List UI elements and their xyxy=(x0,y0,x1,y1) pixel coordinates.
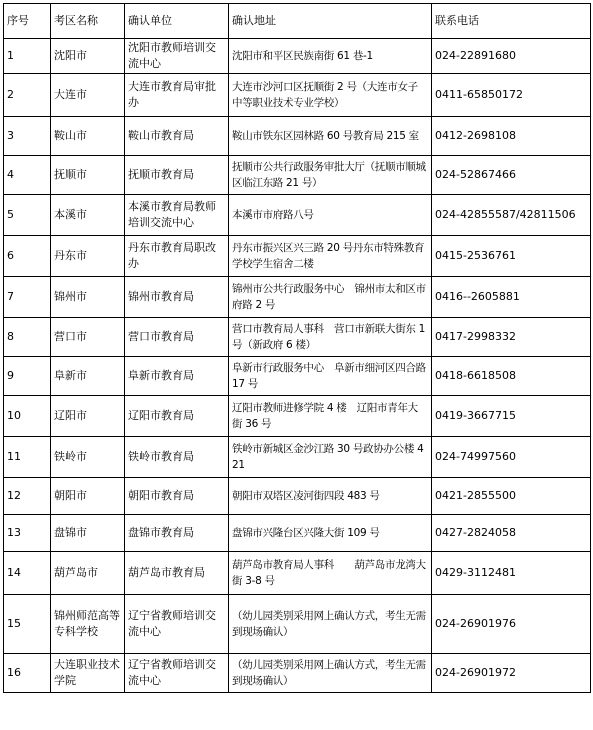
area-name: 大连职业技术学院 xyxy=(51,654,125,693)
row-number: 13 xyxy=(4,515,51,552)
area-name: 辽阳市 xyxy=(51,396,125,437)
contact-phone: 0429-3112481 xyxy=(432,552,591,595)
confirm-address: 盘锦市兴隆台区兴隆大街 109 号 xyxy=(229,515,432,552)
row-number: 10 xyxy=(4,396,51,437)
area-name: 锦州师范高等专科学校 xyxy=(51,595,125,654)
confirm-unit: 辽宁省教师培训交流中心 xyxy=(125,654,229,693)
confirm-address: 营口市教育局人事科 营口市新联大街东 1 号（新政府 6 楼） xyxy=(229,318,432,357)
confirm-address: 铁岭市新城区金沙江路 30 号政协办公楼 421 xyxy=(229,437,432,478)
contact-phone: 024-26901972 xyxy=(432,654,591,693)
area-name: 抚顺市 xyxy=(51,156,125,195)
row-number: 6 xyxy=(4,236,51,277)
header-phone: 联系电话 xyxy=(432,4,591,39)
row-number: 7 xyxy=(4,277,51,318)
contact-phone: 0421-2855500 xyxy=(432,478,591,515)
row-number: 3 xyxy=(4,117,51,156)
table-row xyxy=(4,39,591,74)
confirm-unit: 本溪市教育局教师培训交流中心 xyxy=(125,195,229,236)
confirm-unit: 盘锦市教育局 xyxy=(125,515,229,552)
table-row xyxy=(4,277,591,318)
confirm-address: 丹东市振兴区兴三路 20 号丹东市特殊教育学校学生宿舍二楼 xyxy=(229,236,432,277)
row-number: 2 xyxy=(4,74,51,117)
row-number: 15 xyxy=(4,595,51,654)
contact-phone: 0411-65850172 xyxy=(432,74,591,117)
confirm-address: 抚顺市公共行政服务审批大厅（抚顺市顺城区临江东路 21 号） xyxy=(229,156,432,195)
table-row xyxy=(4,515,591,552)
header-no: 序号 xyxy=(4,4,51,39)
table-row xyxy=(4,437,591,478)
area-name: 锦州市 xyxy=(51,277,125,318)
confirm-unit: 沈阳市教师培训交流中心 xyxy=(125,39,229,74)
row-number: 16 xyxy=(4,654,51,693)
confirm-unit: 辽阳市教育局 xyxy=(125,396,229,437)
row-number: 9 xyxy=(4,357,51,396)
contact-phone: 024-52867466 xyxy=(432,156,591,195)
row-number: 12 xyxy=(4,478,51,515)
table-row xyxy=(4,357,591,396)
table-row xyxy=(4,552,591,595)
row-number: 4 xyxy=(4,156,51,195)
confirm-address: 本溪市市府路八号 xyxy=(229,195,432,236)
table-row xyxy=(4,74,591,117)
confirmation-sites-table xyxy=(3,3,591,693)
row-number: 8 xyxy=(4,318,51,357)
header-area: 考区名称 xyxy=(51,4,125,39)
contact-phone: 024-26901976 xyxy=(432,595,591,654)
confirm-unit: 丹东市教育局职改办 xyxy=(125,236,229,277)
table-row xyxy=(4,236,591,277)
table-row xyxy=(4,156,591,195)
confirm-unit: 大连市教育局审批办 xyxy=(125,74,229,117)
area-name: 丹东市 xyxy=(51,236,125,277)
confirm-address: 葫芦岛市教育局人事科 葫芦岛市龙湾大街 3-8 号 xyxy=(229,552,432,595)
table-row xyxy=(4,195,591,236)
area-name: 盘锦市 xyxy=(51,515,125,552)
row-number: 5 xyxy=(4,195,51,236)
confirm-unit: 抚顺市教育局 xyxy=(125,156,229,195)
confirm-address: 沈阳市和平区民族南街 61 巷-1 xyxy=(229,39,432,74)
header-unit: 确认单位 xyxy=(125,4,229,39)
area-name: 营口市 xyxy=(51,318,125,357)
contact-phone: 0419-3667715 xyxy=(432,396,591,437)
confirm-address: 阜新市行政服务中心 阜新市细河区四合路 17 号 xyxy=(229,357,432,396)
table-row xyxy=(4,478,591,515)
confirm-unit: 营口市教育局 xyxy=(125,318,229,357)
area-name: 阜新市 xyxy=(51,357,125,396)
confirm-address: 朝阳市双塔区凌河街四段 483 号 xyxy=(229,478,432,515)
contact-phone: 0418-6618508 xyxy=(432,357,591,396)
area-name: 本溪市 xyxy=(51,195,125,236)
contact-phone: 0416--2605881 xyxy=(432,277,591,318)
confirm-unit: 鞍山市教育局 xyxy=(125,117,229,156)
confirm-address: （幼儿园类别采用网上确认方式，考生无需到现场确认） xyxy=(229,595,432,654)
row-number: 1 xyxy=(4,39,51,74)
area-name: 葫芦岛市 xyxy=(51,552,125,595)
table-row xyxy=(4,117,591,156)
table-row xyxy=(4,595,591,654)
contact-phone: 024-42855587/42811506 xyxy=(432,195,591,236)
row-number: 14 xyxy=(4,552,51,595)
area-name: 沈阳市 xyxy=(51,39,125,74)
contact-phone: 024-74997560 xyxy=(432,437,591,478)
contact-phone: 0412-2698108 xyxy=(432,117,591,156)
area-name: 大连市 xyxy=(51,74,125,117)
table-row xyxy=(4,396,591,437)
contact-phone: 024-22891680 xyxy=(432,39,591,74)
table-row xyxy=(4,654,591,693)
confirm-address: 鞍山市铁东区园林路 60 号教育局 215 室 xyxy=(229,117,432,156)
confirm-unit: 铁岭市教育局 xyxy=(125,437,229,478)
area-name: 铁岭市 xyxy=(51,437,125,478)
confirm-address: 锦州市公共行政服务中心 锦州市太和区市府路 2 号 xyxy=(229,277,432,318)
confirm-unit: 锦州市教育局 xyxy=(125,277,229,318)
area-name: 鞍山市 xyxy=(51,117,125,156)
confirm-address: （幼儿园类别采用网上确认方式，考生无需到现场确认） xyxy=(229,654,432,693)
table-header-row xyxy=(4,4,591,39)
confirm-address: 大连市沙河口区抚顺街 2 号（大连市女子中等职业技术专业学校） xyxy=(229,74,432,117)
confirm-unit: 葫芦岛市教育局 xyxy=(125,552,229,595)
confirm-unit: 朝阳市教育局 xyxy=(125,478,229,515)
contact-phone: 0427-2824058 xyxy=(432,515,591,552)
contact-phone: 0415-2536761 xyxy=(432,236,591,277)
row-number: 11 xyxy=(4,437,51,478)
header-address: 确认地址 xyxy=(229,4,432,39)
contact-phone: 0417-2998332 xyxy=(432,318,591,357)
table-row xyxy=(4,318,591,357)
confirm-unit: 阜新市教育局 xyxy=(125,357,229,396)
confirm-unit: 辽宁省教师培训交流中心 xyxy=(125,595,229,654)
confirm-address: 辽阳市教师进修学院 4 楼 辽阳市青年大街 36 号 xyxy=(229,396,432,437)
area-name: 朝阳市 xyxy=(51,478,125,515)
